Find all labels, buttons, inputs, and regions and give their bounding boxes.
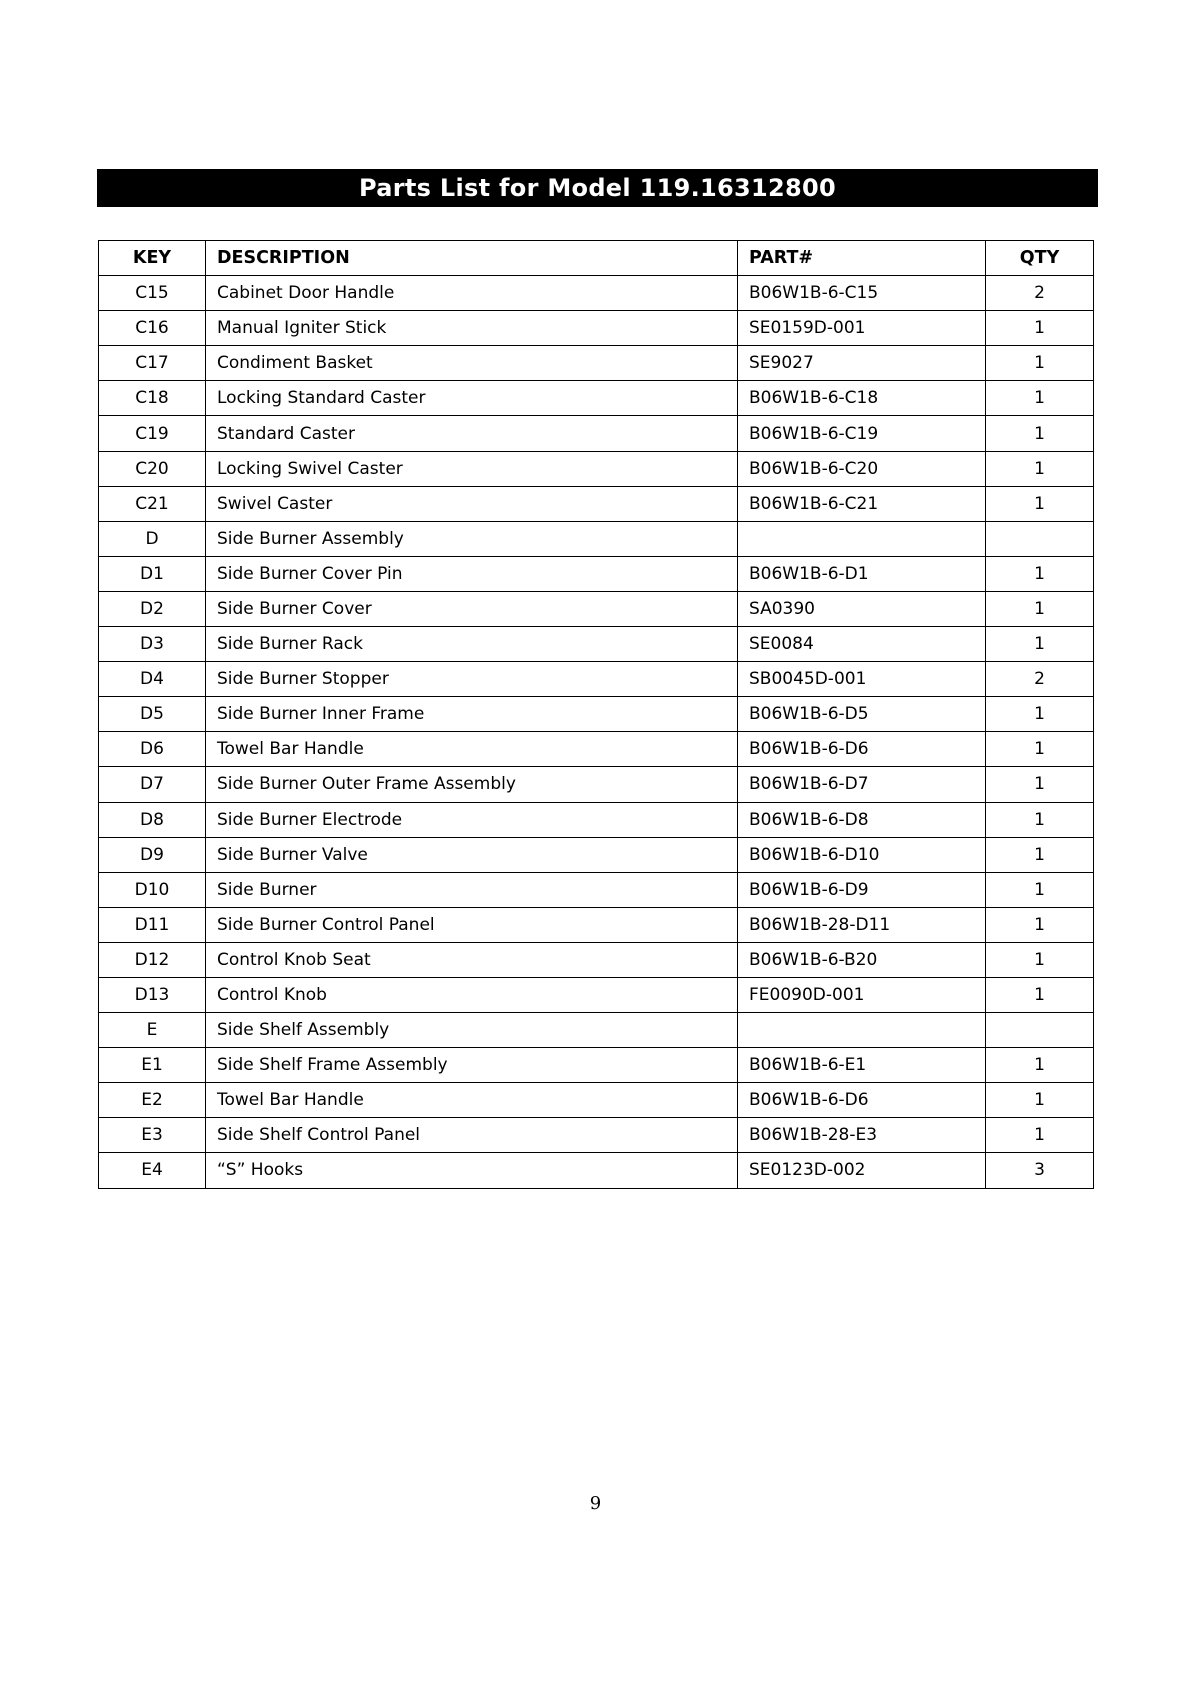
cell-key: E2 — [99, 1083, 206, 1118]
cell-qty: 1 — [986, 627, 1094, 662]
table-row — [99, 942, 1094, 977]
cell-description: Locking Swivel Caster — [206, 451, 738, 486]
cell-description: Swivel Caster — [206, 486, 738, 521]
parts-table-body — [99, 276, 1094, 1188]
cell-description: Side Burner — [206, 872, 738, 907]
page-title: Parts List for Model 119.16312800 — [97, 169, 1098, 207]
cell-part-number: B06W1B-6-C15 — [738, 276, 986, 311]
table-row — [99, 591, 1094, 626]
cell-part-number: B06W1B-28-D11 — [738, 907, 986, 942]
table-row — [99, 977, 1094, 1012]
cell-key: C15 — [99, 276, 206, 311]
cell-description: Control Knob Seat — [206, 942, 738, 977]
column-header-part: PART# — [738, 241, 986, 276]
cell-description: Standard Caster — [206, 416, 738, 451]
cell-qty: 1 — [986, 837, 1094, 872]
cell-description: Side Shelf Assembly — [206, 1013, 738, 1048]
cell-part-number: SE0159D-001 — [738, 311, 986, 346]
cell-qty: 1 — [986, 381, 1094, 416]
cell-qty: 1 — [986, 732, 1094, 767]
cell-description: Side Shelf Frame Assembly — [206, 1048, 738, 1083]
page-number: 9 — [589, 1493, 602, 1514]
cell-part-number: SE9027 — [738, 346, 986, 381]
cell-description: Towel Bar Handle — [206, 732, 738, 767]
cell-description: Cabinet Door Handle — [206, 276, 738, 311]
table-row — [99, 416, 1094, 451]
cell-key: C18 — [99, 381, 206, 416]
table-row — [99, 767, 1094, 802]
cell-part-number: FE0090D-001 — [738, 977, 986, 1012]
table-row — [99, 697, 1094, 732]
cell-description: Side Shelf Control Panel — [206, 1118, 738, 1153]
cell-qty: 1 — [986, 416, 1094, 451]
cell-key: D11 — [99, 907, 206, 942]
cell-qty — [986, 1013, 1094, 1048]
table-row — [99, 802, 1094, 837]
cell-part-number: B06W1B-6-D10 — [738, 837, 986, 872]
cell-key: C21 — [99, 486, 206, 521]
table-row — [99, 451, 1094, 486]
cell-key: D5 — [99, 697, 206, 732]
cell-qty: 1 — [986, 486, 1094, 521]
cell-qty: 1 — [986, 977, 1094, 1012]
cell-part-number: B06W1B-6-C20 — [738, 451, 986, 486]
cell-description: Condiment Basket — [206, 346, 738, 381]
cell-key: D2 — [99, 591, 206, 626]
cell-part-number: B06W1B-6-D9 — [738, 872, 986, 907]
cell-key: E3 — [99, 1118, 206, 1153]
cell-description: Side Burner Electrode — [206, 802, 738, 837]
table-row — [99, 311, 1094, 346]
cell-description: Side Burner Cover — [206, 591, 738, 626]
cell-qty: 1 — [986, 591, 1094, 626]
table-row — [99, 1153, 1094, 1188]
table-row — [99, 1048, 1094, 1083]
cell-qty: 2 — [986, 662, 1094, 697]
cell-key: C19 — [99, 416, 206, 451]
parts-table — [98, 240, 1094, 1189]
table-row — [99, 627, 1094, 662]
cell-part-number: B06W1B-6-D8 — [738, 802, 986, 837]
cell-description: Side Burner Stopper — [206, 662, 738, 697]
cell-key: E4 — [99, 1153, 206, 1188]
cell-description: Manual Igniter Stick — [206, 311, 738, 346]
cell-qty: 1 — [986, 697, 1094, 732]
cell-part-number: B06W1B-6-C18 — [738, 381, 986, 416]
column-header-description: DESCRIPTION — [206, 241, 738, 276]
cell-part-number: SB0045D-001 — [738, 662, 986, 697]
cell-part-number: SE0123D-002 — [738, 1153, 986, 1188]
cell-key: D13 — [99, 977, 206, 1012]
cell-qty: 2 — [986, 276, 1094, 311]
table-row — [99, 1118, 1094, 1153]
table-header-row — [99, 241, 1094, 276]
cell-part-number: B06W1B-6-E1 — [738, 1048, 986, 1083]
cell-part-number: B06W1B-6-D7 — [738, 767, 986, 802]
table-row — [99, 556, 1094, 591]
cell-qty: 3 — [986, 1153, 1094, 1188]
table-row — [99, 872, 1094, 907]
cell-key: D3 — [99, 627, 206, 662]
cell-description: Side Burner Valve — [206, 837, 738, 872]
cell-part-number: B06W1B-6-D1 — [738, 556, 986, 591]
cell-description: Side Burner Rack — [206, 627, 738, 662]
cell-qty: 1 — [986, 451, 1094, 486]
cell-qty: 1 — [986, 802, 1094, 837]
cell-key: C16 — [99, 311, 206, 346]
cell-part-number: SA0390 — [738, 591, 986, 626]
cell-part-number: B06W1B-6-D6 — [738, 1083, 986, 1118]
cell-part-number — [738, 1013, 986, 1048]
cell-description: Side Burner Inner Frame — [206, 697, 738, 732]
cell-qty: 1 — [986, 346, 1094, 381]
table-row — [99, 732, 1094, 767]
cell-key: E — [99, 1013, 206, 1048]
cell-description: Towel Bar Handle — [206, 1083, 738, 1118]
table-row — [99, 837, 1094, 872]
table-row — [99, 486, 1094, 521]
cell-key: D8 — [99, 802, 206, 837]
cell-part-number: B06W1B-6-D5 — [738, 697, 986, 732]
table-row — [99, 1013, 1094, 1048]
column-header-key: KEY — [99, 241, 206, 276]
cell-description: Side Burner Control Panel — [206, 907, 738, 942]
table-row — [99, 381, 1094, 416]
cell-description: Side Burner Cover Pin — [206, 556, 738, 591]
cell-key: D4 — [99, 662, 206, 697]
cell-part-number — [738, 521, 986, 556]
cell-qty: 1 — [986, 767, 1094, 802]
cell-key: E1 — [99, 1048, 206, 1083]
cell-description: Control Knob — [206, 977, 738, 1012]
cell-part-number: B06W1B-6-D6 — [738, 732, 986, 767]
table-row — [99, 1083, 1094, 1118]
cell-key: D10 — [99, 872, 206, 907]
cell-qty: 1 — [986, 1048, 1094, 1083]
cell-qty: 1 — [986, 907, 1094, 942]
table-row — [99, 521, 1094, 556]
cell-key: D — [99, 521, 206, 556]
cell-part-number: SE0084 — [738, 627, 986, 662]
cell-key: D9 — [99, 837, 206, 872]
cell-qty: 1 — [986, 1083, 1094, 1118]
cell-key: C20 — [99, 451, 206, 486]
table-row — [99, 276, 1094, 311]
cell-key: C17 — [99, 346, 206, 381]
cell-key: D7 — [99, 767, 206, 802]
cell-part-number: B06W1B-6-C19 — [738, 416, 986, 451]
cell-key: D6 — [99, 732, 206, 767]
cell-description: Locking Standard Caster — [206, 381, 738, 416]
cell-qty: 1 — [986, 872, 1094, 907]
cell-part-number: B06W1B-28-E3 — [738, 1118, 986, 1153]
cell-part-number: B06W1B-6-C21 — [738, 486, 986, 521]
cell-description: Side Burner Outer Frame Assembly — [206, 767, 738, 802]
cell-qty: 1 — [986, 942, 1094, 977]
column-header-qty: QTY — [986, 241, 1094, 276]
cell-qty: 1 — [986, 311, 1094, 346]
cell-part-number: B06W1B-6-B20 — [738, 942, 986, 977]
cell-key: D12 — [99, 942, 206, 977]
cell-description: Side Burner Assembly — [206, 521, 738, 556]
cell-key: D1 — [99, 556, 206, 591]
cell-qty: 1 — [986, 1118, 1094, 1153]
cell-description: “S” Hooks — [206, 1153, 738, 1188]
cell-qty — [986, 521, 1094, 556]
table-row — [99, 907, 1094, 942]
table-row — [99, 662, 1094, 697]
table-row — [99, 346, 1094, 381]
cell-qty: 1 — [986, 556, 1094, 591]
